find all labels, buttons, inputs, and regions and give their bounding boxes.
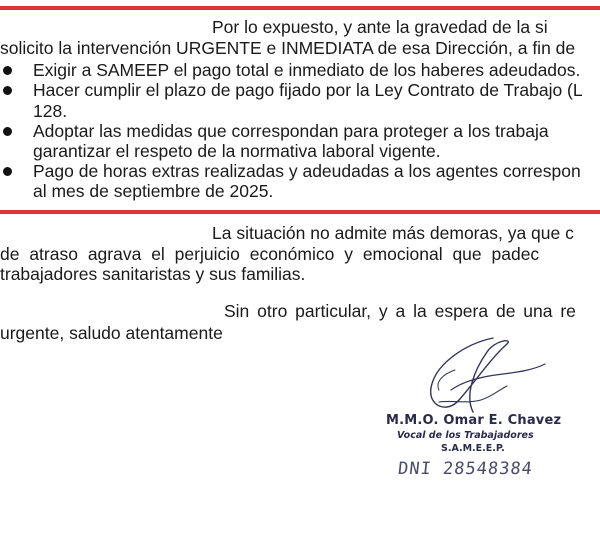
paragraph-line: urgente, saludo atentamente bbox=[0, 323, 223, 343]
bullet-icon bbox=[3, 86, 12, 95]
signatory-organization: S.A.M.E.E.P. bbox=[441, 443, 505, 454]
paragraph-line: solicito la intervención URGENTE e INMEDIATA de esa Dirección, a fin de bbox=[0, 38, 576, 58]
signatory-dni: DNI 28548384 bbox=[396, 459, 534, 479]
paragraph-line: Sin otro particular, y a la espera de una re bbox=[224, 301, 576, 321]
signatory-name: M.M.O. Omar E. Chavez bbox=[386, 413, 562, 428]
list-item-text: Pago de horas extras realizadas y adeudadas a los agentes correspon bbox=[33, 161, 581, 181]
list-item-text: al mes de septiembre de 2025. bbox=[33, 181, 274, 201]
list-item-text: 128. bbox=[33, 101, 68, 121]
paragraph-line: Por lo expuesto, y ante la gravedad de la si bbox=[212, 17, 548, 37]
list-item-text: garantizar el respeto de la normativa laboral vigente. bbox=[33, 141, 441, 161]
bullet-icon bbox=[3, 66, 12, 75]
paragraph-line: trabajadores sanitaristas y sus familias. bbox=[0, 264, 306, 284]
middle-red-separator bbox=[0, 210, 600, 214]
signatory-title: Vocal de los Trabajadores bbox=[397, 430, 534, 441]
list-item-text: Hacer cumplir el plazo de pago fijado por la Ley Contrato de Trabajo (L bbox=[33, 80, 583, 100]
list-item-text: Adoptar las medidas que correspondan para proteger a los trabaja bbox=[33, 121, 549, 141]
handwritten-signature bbox=[395, 330, 575, 420]
bullet-icon bbox=[3, 127, 12, 136]
list-item-text: Exigir a SAMEEP el pago total e inmediato de los haberes adeudados. bbox=[33, 60, 581, 80]
paragraph-line: de atraso agrava el perjuicio económico y emocional que padec bbox=[0, 244, 540, 264]
top-red-separator bbox=[0, 6, 600, 10]
paragraph-line: La situación no admite más demoras, ya que c bbox=[212, 223, 574, 243]
bullet-icon bbox=[3, 167, 12, 176]
